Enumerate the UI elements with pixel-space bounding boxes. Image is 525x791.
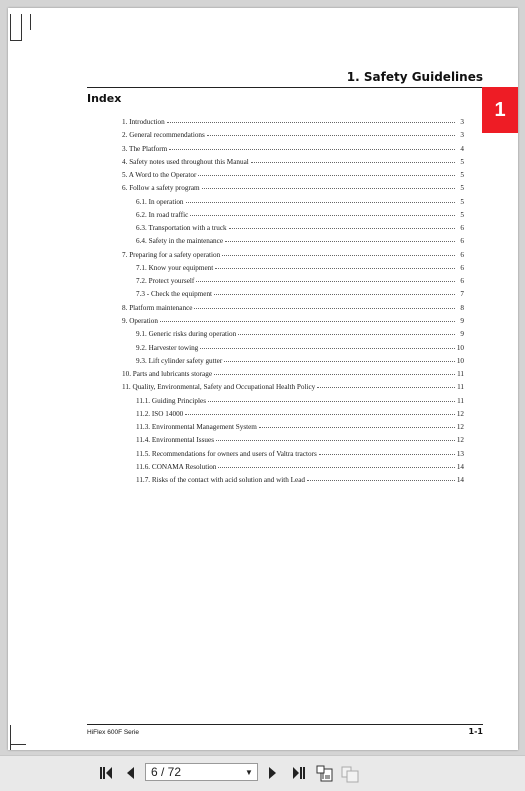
toc-entry-page: 6 <box>460 263 464 272</box>
toc-entry-label: 2. General recommendations <box>122 131 205 140</box>
toc-entry[interactable] <box>122 117 464 130</box>
toc-entry-label: 11. Quality, Environmental, Safety and Occupational Health Policy <box>122 383 316 392</box>
toc-entry-page: 13 <box>456 449 464 458</box>
toc-entry-label: 7.3 - Check the equipment <box>136 290 213 299</box>
toc-leader-dots <box>169 143 455 150</box>
chapter-tab: 1 <box>482 87 518 133</box>
toc-entry-page: 9 <box>460 316 464 325</box>
toc-entry-page: 5 <box>460 171 464 180</box>
toc-entry[interactable] <box>122 303 464 316</box>
last-page-icon <box>292 765 306 781</box>
toc-entry[interactable] <box>122 170 464 183</box>
crop-mark <box>10 725 11 750</box>
toc-leader-dots <box>196 275 455 282</box>
index-title: Index <box>87 92 122 105</box>
toc-entry[interactable] <box>122 157 464 170</box>
toc-entry[interactable] <box>122 250 464 263</box>
toc-leader-dots <box>251 156 455 163</box>
crop-mark <box>30 14 31 30</box>
toc-entry-page: 11 <box>457 370 464 379</box>
toc-entry[interactable] <box>122 223 464 236</box>
toc-entry[interactable] <box>122 144 464 157</box>
toc-entry-label: 11.6. CONAMA Resolution <box>136 462 217 471</box>
footer-page-number: 1-1 <box>468 727 483 736</box>
toc-entry-page: 3 <box>460 118 464 126</box>
toc-leader-dots <box>224 355 455 362</box>
toc-entry-page: 6 <box>460 277 464 286</box>
toc-entry-page: 5 <box>460 157 464 166</box>
toc-entry-label: 7.2. Protect yourself <box>136 277 195 286</box>
toc-entry-page: 12 <box>456 436 464 445</box>
toc-leader-dots <box>218 461 454 468</box>
toc-entry-label: 9. Operation <box>122 316 158 325</box>
chevron-down-icon: ▼ <box>245 767 253 777</box>
crop-mark <box>10 744 26 745</box>
toc-leader-dots <box>307 474 455 481</box>
toc-entry-label: 1. Introduction <box>122 118 165 126</box>
toc-entry-label: 3. The Platform <box>122 144 168 153</box>
toc-entry-label: 11.4. Environmental Issues <box>136 436 214 445</box>
toc-leader-dots <box>207 129 455 136</box>
toc-leader-dots <box>215 262 455 269</box>
toc-entry-page: 5 <box>460 184 464 193</box>
toc-entry[interactable] <box>122 435 464 448</box>
toc-entry-page: 4 <box>460 144 464 153</box>
toc-leader-dots <box>186 196 455 203</box>
toc-entry[interactable] <box>122 422 464 435</box>
toc-leader-dots <box>222 249 455 256</box>
toc-entry[interactable] <box>122 462 464 475</box>
toc-entry-label: 8. Platform maintenance <box>122 303 193 312</box>
toc-leader-dots <box>225 235 455 242</box>
toc-entry[interactable] <box>122 289 464 302</box>
single-page-view-icon <box>316 765 334 783</box>
toc-entry-page: 10 <box>456 356 464 365</box>
toc-entry[interactable] <box>122 183 464 196</box>
table-of-contents <box>122 117 464 488</box>
toc-entry-page: 7 <box>460 290 464 299</box>
toc-entry[interactable] <box>122 210 464 223</box>
toc-entry-label: 6. Follow a safety program <box>122 184 200 193</box>
toc-entry-page: 14 <box>456 476 464 485</box>
footer-model: HiFlex 600F Serie <box>87 729 140 736</box>
toc-entry-label: 6.1. In operation <box>136 197 184 206</box>
toc-entry-label: 11.1. Guiding Principles <box>136 396 207 405</box>
toc-entry-page: 10 <box>456 343 464 352</box>
toc-leader-dots <box>238 328 455 335</box>
crop-mark <box>10 14 11 41</box>
toc-entry[interactable] <box>122 343 464 356</box>
two-page-view-icon <box>341 765 359 783</box>
toc-entry-label: 5. A Word to the Operator <box>122 171 197 180</box>
two-page-view-button[interactable] <box>341 765 359 781</box>
toc-entry-label: 6.3. Transportation with a truck <box>136 224 227 233</box>
toc-entry[interactable] <box>122 329 464 342</box>
previous-page-icon <box>125 765 135 781</box>
toc-entry[interactable] <box>122 263 464 276</box>
toc-entry-label: 9.1. Generic risks during operation <box>136 330 237 339</box>
toc-entry-page: 5 <box>460 210 464 219</box>
toc-leader-dots <box>317 381 455 388</box>
toc-entry[interactable] <box>122 197 464 210</box>
toc-leader-dots <box>214 368 455 375</box>
toc-leader-dots <box>200 342 455 349</box>
footer-rule <box>87 724 483 725</box>
toc-entry[interactable] <box>122 316 464 329</box>
toc-entry-page: 9 <box>460 330 464 339</box>
toc-entry-label: 9.2. Harvester towing <box>136 343 199 352</box>
toc-entry[interactable] <box>122 236 464 249</box>
header-rule <box>87 87 483 88</box>
toc-entry-label: 6.2. In road traffic <box>136 210 189 219</box>
toc-entry-page: 6 <box>460 224 464 233</box>
toc-entry-label: 11.2. ISO 14000 <box>136 409 184 418</box>
section-heading: 1. Safety Guidelines <box>346 70 483 84</box>
first-page-icon <box>99 765 113 781</box>
toc-entry-label: 10. Parts and lubricants storage <box>122 370 213 379</box>
crop-mark <box>21 14 22 41</box>
first-page-button[interactable] <box>99 765 113 781</box>
toc-entry-label: 11.7. Risks of the contact with acid solution and with Lead <box>136 476 306 485</box>
toc-entry-label: 11.3. Environmental Management System <box>136 423 257 432</box>
toc-leader-dots <box>208 395 455 402</box>
toc-entry[interactable] <box>122 382 464 395</box>
toc-leader-dots <box>198 169 455 176</box>
toc-entry-page: 3 <box>460 131 464 140</box>
toc-leader-dots <box>214 288 455 295</box>
toc-leader-dots <box>216 434 455 441</box>
toc-entry[interactable] <box>122 475 464 488</box>
page-select[interactable] <box>145 763 258 781</box>
toc-entry[interactable] <box>122 396 464 409</box>
toc-leader-dots <box>229 222 455 229</box>
single-page-view-button[interactable] <box>316 765 334 781</box>
toc-leader-dots <box>259 421 455 428</box>
page-indicator: 6 / 72 <box>151 765 182 779</box>
toc-leader-dots <box>185 408 455 415</box>
toc-entry-label: 11.5. Recommendations for owners and users of Valtra tractors <box>136 449 317 458</box>
toc-entry-label: 7. Preparing for a safety operation <box>122 250 221 259</box>
toc-entry-label: 7.1. Know your equipment <box>136 263 214 272</box>
toc-leader-dots <box>167 116 455 123</box>
toc-leader-dots <box>194 302 455 309</box>
toc-entry-label: 4. Safety notes used throughout this Manual <box>122 157 249 166</box>
viewer-toolbar <box>0 755 525 791</box>
toc-entry-page: 6 <box>460 250 464 259</box>
previous-page-button[interactable] <box>125 765 135 781</box>
toc-entry-page: 11 <box>457 383 464 392</box>
toc-entry[interactable] <box>122 276 464 289</box>
toc-entry-label: 9.3. Lift cylinder safety gutter <box>136 356 223 365</box>
toc-entry[interactable] <box>122 449 464 462</box>
next-page-button[interactable] <box>268 765 278 781</box>
next-page-icon <box>268 765 278 781</box>
toc-entry-page: 11 <box>457 396 464 405</box>
toc-entry[interactable] <box>122 369 464 382</box>
toc-entry-page: 6 <box>460 237 464 246</box>
toc-entry-page: 12 <box>456 423 464 432</box>
toc-entry[interactable] <box>122 409 464 422</box>
toc-leader-dots <box>160 315 455 322</box>
toc-leader-dots <box>319 448 455 455</box>
toc-entry-page: 5 <box>460 197 464 206</box>
toc-entry[interactable] <box>122 130 464 143</box>
toc-entry-page: 14 <box>456 462 464 471</box>
toc-entry[interactable] <box>122 356 464 369</box>
toc-leader-dots <box>190 209 455 216</box>
last-page-button[interactable] <box>292 765 306 781</box>
toc-entry-page: 8 <box>460 303 464 312</box>
toc-entry-page: 12 <box>456 409 464 418</box>
toc-leader-dots <box>202 182 455 189</box>
document-page <box>8 8 518 750</box>
toc-entry-label: 6.4. Safety in the maintenance <box>136 237 224 246</box>
